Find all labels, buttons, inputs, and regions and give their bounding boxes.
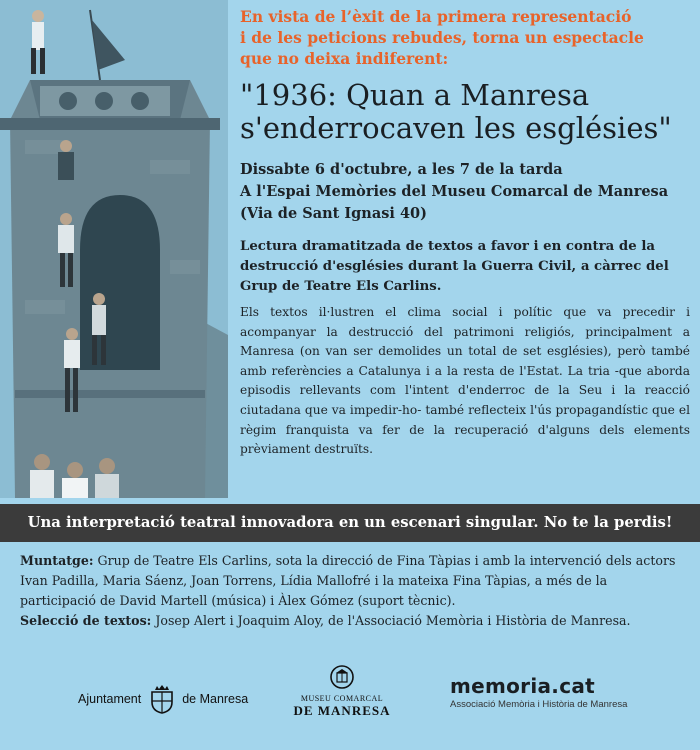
- credits-muntatge: Muntatge: Grup de Teatre Els Carlins, sota la direcció de Fina Tàpias i amb la intervenció dels actors Ivan Padilla, Maria Sáenz, Joan Torrens, Lídia Mallofré i la mateixa Fina Tàpias, a més de la participació de David Martell (música) i Àlex Gómez (suport tècnic).: [20, 553, 676, 608]
- museu-logo[interactable]: MUSEU COMARCAL DE MANRESA: [292, 664, 392, 718]
- coat-of-arms-icon: [149, 684, 175, 714]
- lead-paragraph: Lectura dramatitzada de textos a favor i en contra de la destrucció d'esglésies durant la Guerra Civil, a càrrec del Grup de Teatre Els Carlins.: [240, 239, 669, 294]
- event-date-place: Dissabte 6 d'octubre, a les 7 de la tarda A l'Espai Memòries del Museu Comarcal de Manresa (Via de Sant Ignasi 40): [240, 161, 669, 222]
- historic-photo: [0, 0, 228, 498]
- bell-tower-illustration: [0, 0, 228, 498]
- museum-seal-icon: [329, 664, 355, 690]
- memoria-logo[interactable]: memoria.cat Associació Memòria i Història de Manresa: [450, 674, 628, 710]
- credits: [20, 551, 685, 631]
- body-paragraph: Els textos il·lustren el clima social i polític que va precedir i acompanyar la destrucció del patrimoni religiós, principalment a Manresa (on van ser demolides un total de set esglésies), però també amb referències a Catalunya i a la resta de l'Estat. La tria -que aborda episodis rellevants com l'intent d'enderroc de la Seu i la reacció ciutadana que va impedir-ho- també reflecteix l'ús propagandístic que el règim franquista va fer de la recuperació d'alguns dels elements prèviament destruïts.: [240, 305, 690, 457]
- event-title: "1936: Quan a Manresa s'enderrocaven les esglésies": [240, 78, 672, 145]
- ajuntament-logo[interactable]: Ajuntament de Manresa: [78, 684, 248, 714]
- credits-seleccio: Selecció de textos: Josep Alert i Joaquim Aloy, de l'Associació Memòria i Història de Manresa.: [20, 613, 631, 628]
- intro-text: En vista de l’èxit de la primera representació i de les peticions rebudes, torna un espectacle que no deixa indiferent:: [240, 7, 644, 68]
- promo-banner: Una interpretació teatral innovadora en un escenari singular. No te la perdis!: [0, 504, 700, 542]
- sponsor-logos: [0, 660, 700, 740]
- event-description: [240, 6, 690, 460]
